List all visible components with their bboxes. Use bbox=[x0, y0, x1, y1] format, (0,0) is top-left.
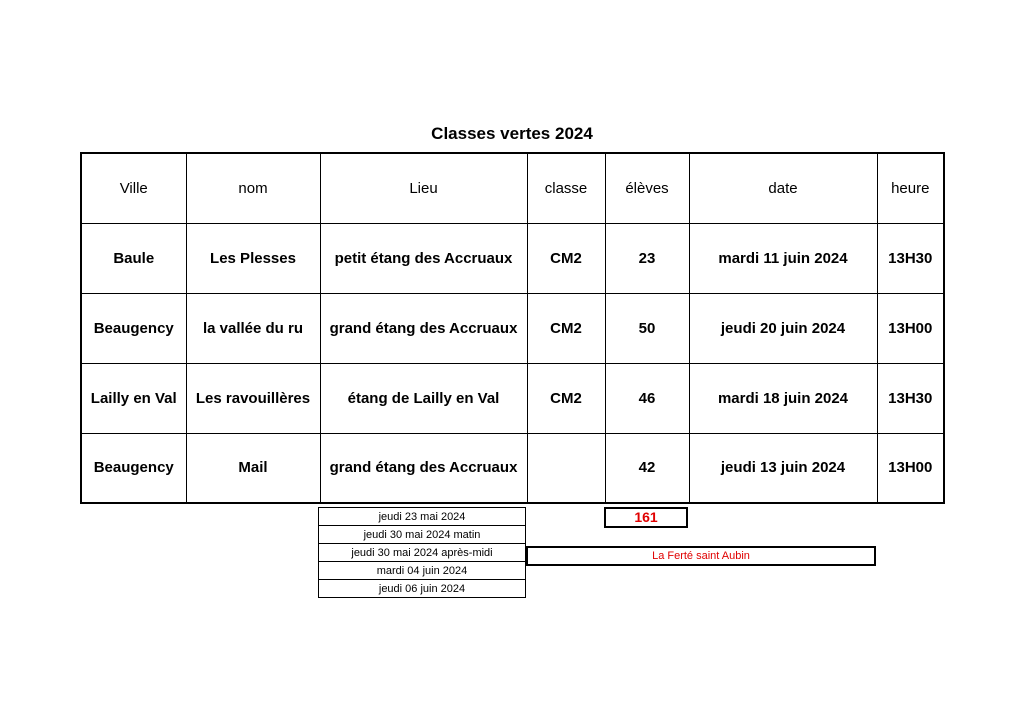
cell-eleves: 42 bbox=[605, 433, 689, 503]
cell-ville: Baule bbox=[81, 223, 186, 293]
cell-nom: Les ravouillères bbox=[186, 363, 320, 433]
extra-date: jeudi 30 mai 2024 matin bbox=[319, 526, 526, 544]
cell-eleves: 50 bbox=[605, 293, 689, 363]
extra-date: jeudi 06 juin 2024 bbox=[319, 580, 526, 598]
cell-nom: Mail bbox=[186, 433, 320, 503]
cell-date: jeudi 13 juin 2024 bbox=[689, 433, 877, 503]
cell-date: jeudi 20 juin 2024 bbox=[689, 293, 877, 363]
header-lieu: Lieu bbox=[320, 153, 527, 223]
table-header-row bbox=[81, 153, 944, 223]
header-ville: Ville bbox=[81, 153, 186, 223]
cell-lieu: grand étang des Accruaux bbox=[320, 293, 527, 363]
cell-date: mardi 18 juin 2024 bbox=[689, 363, 877, 433]
table-row bbox=[81, 293, 944, 363]
cell-heure: 13H30 bbox=[877, 363, 944, 433]
extra-date: mardi 04 juin 2024 bbox=[319, 562, 526, 580]
cell-eleves: 23 bbox=[605, 223, 689, 293]
cell-heure: 13H30 bbox=[877, 223, 944, 293]
cell-ville: Beaugency bbox=[81, 433, 186, 503]
extra-date: jeudi 23 mai 2024 bbox=[319, 508, 526, 526]
table-row bbox=[81, 363, 944, 433]
cell-nom: la vallée du ru bbox=[186, 293, 320, 363]
total-eleves: 161 bbox=[604, 507, 688, 528]
cell-heure: 13H00 bbox=[877, 433, 944, 503]
cell-lieu: étang de Lailly en Val bbox=[320, 363, 527, 433]
cell-date: mardi 11 juin 2024 bbox=[689, 223, 877, 293]
header-eleves: élèves bbox=[605, 153, 689, 223]
cell-ville: Beaugency bbox=[81, 293, 186, 363]
cell-eleves: 46 bbox=[605, 363, 689, 433]
header-date: date bbox=[689, 153, 877, 223]
table-row bbox=[81, 433, 944, 503]
page-title: Classes vertes 2024 bbox=[431, 124, 593, 143]
header-nom: nom bbox=[186, 153, 320, 223]
header-heure: heure bbox=[877, 153, 944, 223]
extra-date: jeudi 30 mai 2024 après-midi bbox=[319, 544, 526, 562]
cell-ville: Lailly en Val bbox=[81, 363, 186, 433]
cell-classe: CM2 bbox=[527, 223, 605, 293]
cell-classe: CM2 bbox=[527, 363, 605, 433]
cell-heure: 13H00 bbox=[877, 293, 944, 363]
extra-dates-table bbox=[318, 507, 526, 598]
classes-table bbox=[80, 152, 945, 504]
cell-classe: CM2 bbox=[527, 293, 605, 363]
cell-classe bbox=[527, 433, 605, 503]
location-note: La Ferté saint Aubin bbox=[526, 546, 876, 566]
cell-lieu: petit étang des Accruaux bbox=[320, 223, 527, 293]
cell-lieu: grand étang des Accruaux bbox=[320, 433, 527, 503]
cell-nom: Les Plesses bbox=[186, 223, 320, 293]
table-row bbox=[81, 223, 944, 293]
header-classe: classe bbox=[527, 153, 605, 223]
